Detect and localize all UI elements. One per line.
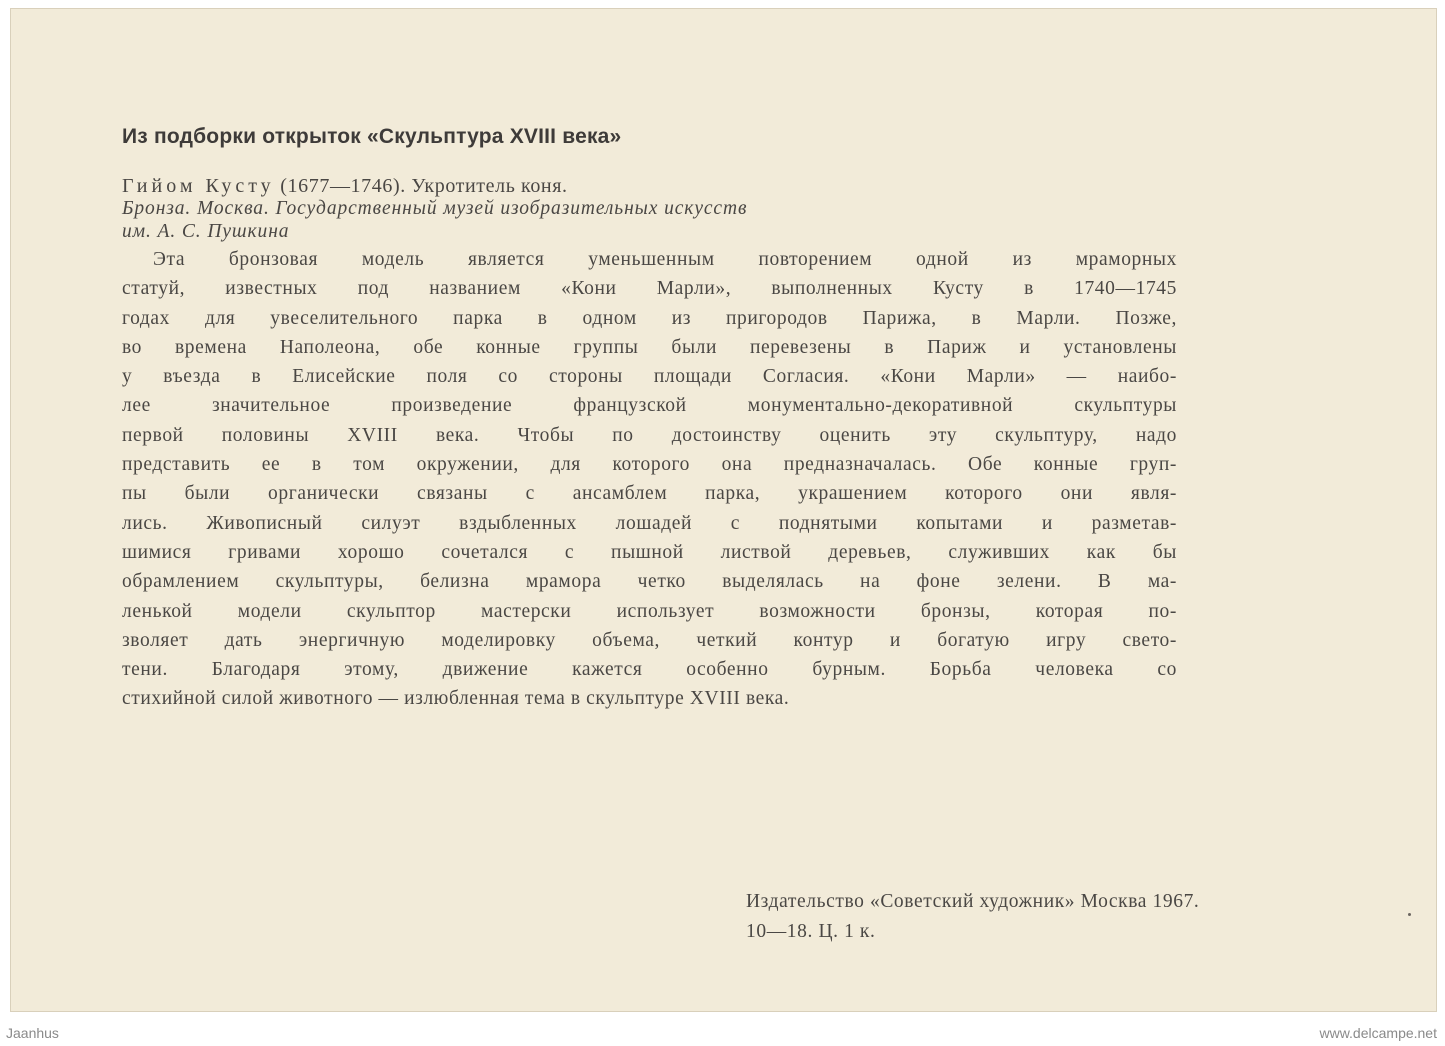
body-line: у въезда в Елисейские поля со стороны площади Согласия. «Кони Марли» — наибо- (122, 366, 1177, 388)
print-code: 10—18. Ц. 1 к. (746, 921, 876, 942)
body-line: ленькой модели скульптор мастерски использует возможности бронзы, которая по- (122, 600, 1177, 622)
body-line: Эта бронзовая модель является уменьшенным повторением одной из мраморных (153, 249, 1177, 270)
body-line: шимися гривами хорошо сочетался с пышной листвой деревьев, служивших как бы (122, 541, 1177, 563)
description-text (122, 245, 1177, 714)
publisher-line: Издательство «Советский художник» Москва 1967. (746, 891, 1200, 912)
body-line: стихийной силой животного — излюбленная тема в скульптуре XVIII века. (122, 688, 790, 710)
author-name: Гийом Кусту (122, 175, 275, 197)
material-line-1: Бронза. Москва. Государственный музей изобразительных искусств (122, 198, 748, 219)
series-heading: Из подборки открыток «Скульптура XVIII века» (122, 125, 622, 148)
body-line: тени. Благодаря этому, движение кажется особенно бурным. Борьба человека со (122, 659, 1177, 681)
author-line (122, 175, 568, 198)
paper-speck (1408, 913, 1411, 916)
body-line: представить ее в том окружении, для которого она предназначалась. Обе конные груп- (122, 454, 1177, 476)
body-line: обрамлением скульптуры, белизна мрамора четко выделялась на фоне зелени. В ма- (122, 571, 1177, 593)
body-line: первой половины XVIII века. Чтобы по достоинству оценить эту скульптуру, надо (122, 424, 1177, 446)
watermark-right: www.delcampe.net (1319, 1025, 1437, 1041)
postcard-back (10, 8, 1437, 1012)
body-line: годах для увеселительного парка в одном из пригородов Парижа, в Марли. Позже, (122, 307, 1177, 329)
body-line: пы были органически связаны с ансамблем парка, украшением которого они явля- (122, 483, 1177, 505)
body-line: статуй, известных под названием «Кони Марли», выполненных Кусту в 1740—1745 (122, 278, 1177, 300)
body-line: во времена Наполеона, обе конные группы были перевезены в Париж и установлены (122, 336, 1177, 358)
body-line: лее значительное произведение французской монументально-декоративной скульптуры (122, 395, 1177, 417)
author-dates-title: (1677—1746). Укротитель коня. (280, 175, 568, 197)
body-line: зволяет дать энергичную моделировку объема, четкий контур и богатую игру свето- (122, 629, 1177, 651)
body-line: лись. Живописный силуэт вздыбленных лошадей с поднятыми копытами и разметав- (122, 512, 1177, 534)
material-line-2: им. А. С. Пушкина (122, 221, 290, 242)
watermark-left: Jaanhus (6, 1025, 59, 1041)
